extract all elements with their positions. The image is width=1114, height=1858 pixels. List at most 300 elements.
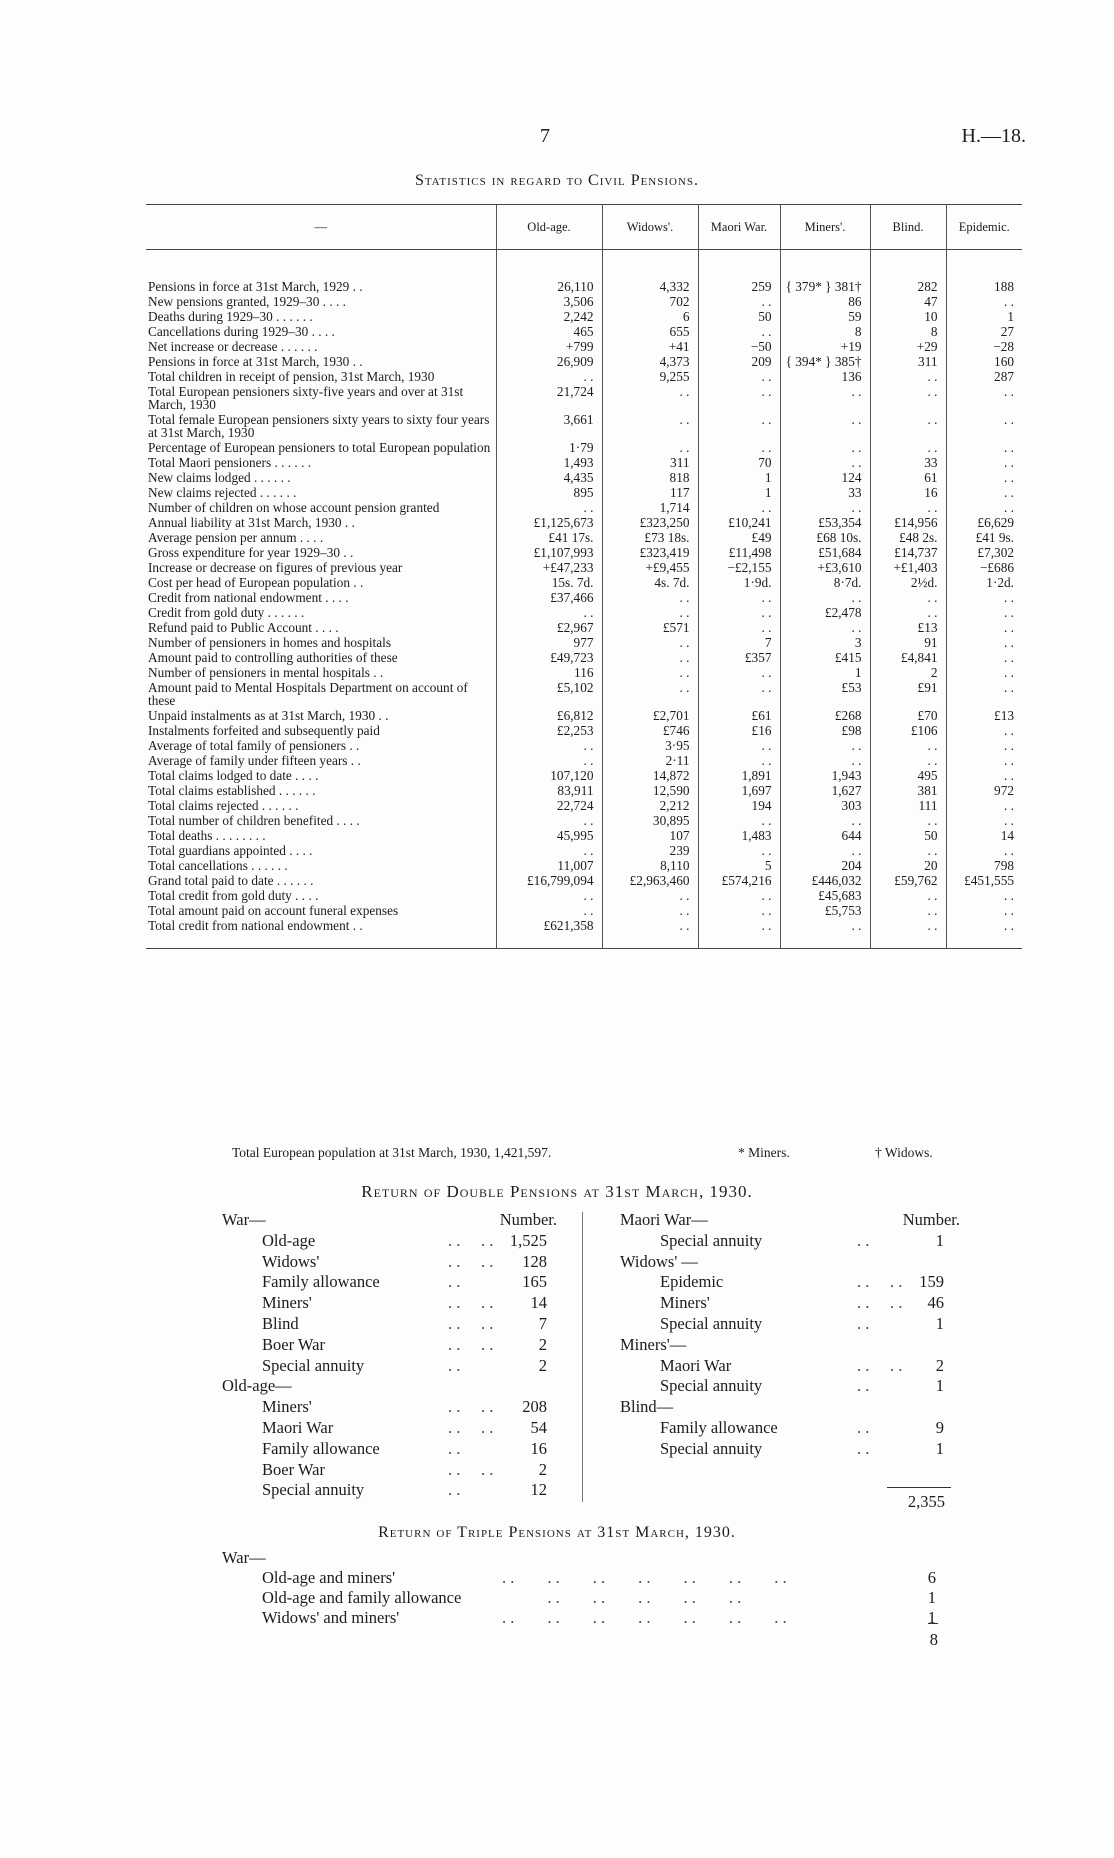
table-cell: £451,555 <box>946 873 1022 888</box>
table-cell: 10 <box>870 309 946 324</box>
total-rule <box>928 1623 938 1624</box>
item-value: 1 <box>935 1438 944 1458</box>
table-cell: . . <box>946 665 1022 680</box>
table-cell: . . <box>870 888 946 903</box>
item-label: Blind— <box>620 1397 674 1417</box>
leader-dots: . . <box>448 1355 461 1375</box>
item-value: 208 <box>522 1397 547 1417</box>
row-label: Amount paid to controlling authorities of these <box>148 650 398 665</box>
table-cell: £16,799,094 <box>496 873 602 888</box>
row-label: Number of pensioners in mental hospitals . . <box>148 665 384 680</box>
row-label: Total claims lodged to date . . . . <box>148 768 319 783</box>
list-item <box>620 1418 1010 1439</box>
table-cell: . . <box>946 455 1022 470</box>
table-cell: 14 <box>946 828 1022 843</box>
table-cell: −£2,155 <box>698 560 780 575</box>
item-label: Special annuity <box>660 1230 763 1250</box>
row-label: Gross expenditure for year 1929–30 . . <box>148 545 354 560</box>
table-cell: 8,110 <box>602 858 698 873</box>
item-label: Special annuity <box>262 1355 365 1375</box>
table-cell: . . <box>780 500 870 515</box>
table-cell: −50 <box>698 339 780 354</box>
table-cell: . . <box>698 918 780 949</box>
table-cell: . . <box>870 605 946 620</box>
leader-dots: . . . . <box>448 1251 494 1271</box>
double-pensions-title: Return of Double Pensions at 31st March, 1930. <box>361 1182 753 1201</box>
list-item <box>222 1335 582 1356</box>
item-value: 1 <box>927 1608 936 1627</box>
table-cell: 2½d. <box>870 575 946 590</box>
list-item <box>222 1439 582 1460</box>
item-label: Maori War— <box>620 1210 708 1229</box>
table-cell: . . <box>496 903 602 918</box>
list-item <box>620 1335 1010 1356</box>
table-row <box>146 783 1022 798</box>
list-item <box>620 1376 1010 1397</box>
table-cell: . . <box>946 635 1022 650</box>
table-row <box>146 309 1022 324</box>
table-cell: 188 <box>946 250 1022 295</box>
list-item <box>222 1272 582 1293</box>
leader-dots: . . . . <box>448 1293 494 1313</box>
column-header: Blind. <box>870 205 946 250</box>
item-value: 9 <box>935 1417 944 1437</box>
list-item <box>620 1439 1010 1460</box>
item-label: Miners' <box>262 1397 312 1417</box>
civil-table-body <box>146 250 1022 949</box>
number-header: Number. <box>499 1210 557 1229</box>
table-cell: 702 <box>602 294 698 309</box>
table-cell: . . <box>946 813 1022 828</box>
column-header: Miners'. <box>780 205 870 250</box>
row-label: Total credit from gold duty . . . . <box>148 888 319 903</box>
table-row <box>146 903 1022 918</box>
table-cell: . . <box>602 412 698 440</box>
table-cell: £14,737 <box>870 545 946 560</box>
row-label: Credit from national endowment . . . . <box>148 590 349 605</box>
table-cell: 1·2d. <box>946 575 1022 590</box>
table-cell: 33 <box>780 485 870 500</box>
list-item <box>620 1397 1010 1418</box>
leader-dots: . . . . <box>448 1397 494 1417</box>
item-label: Maori War <box>660 1355 732 1375</box>
table-row <box>146 828 1022 843</box>
table-cell: 3,661 <box>496 412 602 440</box>
leader-dots: . . . . <box>448 1417 494 1437</box>
table-cell: 1·9d. <box>698 575 780 590</box>
leader-dots: . . . . <box>448 1459 494 1479</box>
table-cell: 1,697 <box>698 783 780 798</box>
civil-table-header <box>146 205 1022 250</box>
table-cell: 204 <box>780 858 870 873</box>
item-label: Special annuity <box>660 1438 763 1458</box>
table-cell: . . <box>698 843 780 858</box>
leader-dots: . . <box>857 1417 870 1437</box>
leader-dots: . . . . . . . . . . <box>502 1588 742 1607</box>
table-cell: 1,714 <box>602 500 698 515</box>
table-row <box>146 412 1022 440</box>
triple-pensions-total: 8 <box>929 1630 938 1649</box>
item-value: 2 <box>538 1355 547 1375</box>
table-cell: 50 <box>698 309 780 324</box>
table-cell: . . <box>496 369 602 384</box>
table-row <box>146 635 1022 650</box>
table-cell: 4s. 7d. <box>602 575 698 590</box>
table-cell: +799 <box>496 339 602 354</box>
table-cell: 111 <box>870 798 946 813</box>
row-label: Total claims established . . . . . . <box>148 783 316 798</box>
item-label: Boer War <box>262 1334 325 1354</box>
table-row <box>146 813 1022 828</box>
table-cell: 50 <box>870 828 946 843</box>
table-cell: £49,723 <box>496 650 602 665</box>
table-cell: £446,032 <box>780 873 870 888</box>
row-label: Total claims rejected . . . . . . <box>148 798 299 813</box>
row-label: New claims lodged . . . . . . <box>148 470 291 485</box>
leader-dots: . . . . <box>448 1230 494 1250</box>
table-cell: . . <box>496 888 602 903</box>
table-cell: £11,498 <box>698 545 780 560</box>
table-cell: . . <box>698 605 780 620</box>
row-label: Total children in receipt of pension, 31st March, 1930 <box>148 369 435 384</box>
table-row <box>146 485 1022 500</box>
table-cell: £5,102 <box>496 680 602 708</box>
item-value: 2 <box>538 1334 547 1354</box>
table-cell: . . <box>602 650 698 665</box>
double-pensions-total: 2,355 <box>907 1492 945 1511</box>
table-cell: £746 <box>602 723 698 738</box>
table-cell: 117 <box>602 485 698 500</box>
table-cell: 15s. 7d. <box>496 575 602 590</box>
table-cell: 1,943 <box>780 768 870 783</box>
table-cell: 8 <box>780 324 870 339</box>
table-cell: 818 <box>602 470 698 485</box>
table-cell: . . <box>698 753 780 768</box>
table-cell: 86 <box>780 294 870 309</box>
list-item <box>222 1356 582 1377</box>
row-label: Grand total paid to date . . . . . . <box>148 873 314 888</box>
table-row <box>146 680 1022 708</box>
table-cell: . . <box>780 918 870 949</box>
list-item <box>222 1293 582 1314</box>
table-cell: . . <box>698 813 780 828</box>
row-label: Total amount paid on account funeral expenses <box>148 903 399 918</box>
item-value: 2 <box>538 1459 547 1479</box>
table-cell: 282 <box>870 250 946 295</box>
number-header: Number. <box>902 1210 960 1229</box>
table-cell: £2,701 <box>602 708 698 723</box>
table-cell: 107,120 <box>496 768 602 783</box>
table-cell: 655 <box>602 324 698 339</box>
table-row <box>146 250 1022 295</box>
table-cell: £4,841 <box>870 650 946 665</box>
table-cell: . . <box>602 384 698 412</box>
table-cell: . . <box>698 369 780 384</box>
item-value: 54 <box>530 1417 547 1437</box>
table-cell: . . <box>698 738 780 753</box>
table-cell: £1,125,673 <box>496 515 602 530</box>
table-cell: 26,909 <box>496 354 602 369</box>
row-label: Total number of children benefited . . . . <box>148 813 360 828</box>
table-cell: £6,812 <box>496 708 602 723</box>
table-cell: +£3,610 <box>780 560 870 575</box>
table-cell: 1 <box>698 485 780 500</box>
item-label: Old-age and family allowance <box>262 1588 462 1607</box>
table-cell: 33 <box>870 455 946 470</box>
table-cell: . . <box>946 620 1022 635</box>
table-cell: 12,590 <box>602 783 698 798</box>
widows-footnote: † Widows. <box>875 1145 933 1160</box>
item-label: Blind <box>262 1313 299 1333</box>
table-cell: . . <box>946 384 1022 412</box>
table-cell: £13 <box>946 708 1022 723</box>
table-row <box>146 545 1022 560</box>
row-label: Average pension per annum . . . . <box>148 530 324 545</box>
table-cell: £2,478 <box>780 605 870 620</box>
table-cell: 495 <box>870 768 946 783</box>
table-cell: . . <box>946 650 1022 665</box>
table-cell: . . <box>780 440 870 455</box>
table-cell: 136 <box>780 369 870 384</box>
table-row <box>146 843 1022 858</box>
table-cell: £53 <box>780 680 870 708</box>
table-row <box>146 500 1022 515</box>
table-cell: 465 <box>496 324 602 339</box>
table-cell: −£686 <box>946 560 1022 575</box>
table-cell: 303 <box>780 798 870 813</box>
table-cell: 116 <box>496 665 602 680</box>
table-cell: 61 <box>870 470 946 485</box>
table-cell: 20 <box>870 858 946 873</box>
table-cell: £49 <box>698 530 780 545</box>
item-label: Miners'— <box>620 1334 687 1354</box>
row-label: Refund paid to Public Account . . . . <box>148 620 339 635</box>
total-rule <box>887 1487 951 1488</box>
table-cell: . . <box>870 918 946 949</box>
list-item <box>222 1418 582 1439</box>
row-label: Deaths during 1929–30 . . . . . . <box>148 309 313 324</box>
table-row <box>146 888 1022 903</box>
table-cell: . . <box>602 903 698 918</box>
item-value: 46 <box>927 1293 944 1313</box>
item-value: 165 <box>522 1272 547 1292</box>
table-cell: £41 17s. <box>496 530 602 545</box>
table-cell: . . <box>602 605 698 620</box>
leader-dots: . . <box>857 1313 870 1333</box>
table-cell: 160 <box>946 354 1022 369</box>
item-label: Old-age and miners' <box>262 1568 396 1587</box>
table-cell: £2,967 <box>496 620 602 635</box>
table-cell: 59 <box>780 309 870 324</box>
table-row <box>146 723 1022 738</box>
row-label: Pensions in force at 31st March, 1929 . . <box>148 279 363 294</box>
item-value: 7 <box>538 1313 547 1333</box>
table-cell: . . <box>946 470 1022 485</box>
table-row <box>146 354 1022 369</box>
table-row <box>146 620 1022 635</box>
table-cell: £98 <box>780 723 870 738</box>
table-cell: . . <box>496 753 602 768</box>
page-number: 7 <box>540 125 550 147</box>
table-cell: 6 <box>602 309 698 324</box>
table-cell: . . <box>602 590 698 605</box>
row-label: Net increase or decrease . . . . . . <box>148 339 318 354</box>
table-cell: 1 <box>780 665 870 680</box>
table-cell: +19 <box>780 339 870 354</box>
table-cell: . . <box>496 605 602 620</box>
leader-dots: . . <box>857 1438 870 1458</box>
item-value: 12 <box>530 1480 547 1500</box>
table-cell: 4,373 <box>602 354 698 369</box>
row-label: Credit from gold duty . . . . . . <box>148 605 305 620</box>
table-row <box>146 768 1022 783</box>
table-cell: . . <box>946 680 1022 708</box>
table-cell: 70 <box>698 455 780 470</box>
table-cell: 9,255 <box>602 369 698 384</box>
table-cell: £45,683 <box>780 888 870 903</box>
table-cell: 1,493 <box>496 455 602 470</box>
list-item <box>222 1376 582 1397</box>
table-cell: £68 10s. <box>780 530 870 545</box>
table-cell: . . <box>946 440 1022 455</box>
table-cell: £53,354 <box>780 515 870 530</box>
item-label: Boer War <box>262 1459 325 1479</box>
table-cell: . . <box>870 440 946 455</box>
item-label: Special annuity <box>660 1313 763 1333</box>
table-cell: 47 <box>870 294 946 309</box>
table-cell: 1,891 <box>698 768 780 783</box>
table-row <box>146 605 1022 620</box>
table-cell: £48 2s. <box>870 530 946 545</box>
table-cell: 644 <box>780 828 870 843</box>
item-value: 1,525 <box>509 1230 547 1250</box>
table-cell: . . <box>946 485 1022 500</box>
row-label: Average of family under fifteen years . . <box>148 753 361 768</box>
triple-pensions-title: Return of Triple Pensions at 31st March, 1930. <box>378 1524 736 1541</box>
column-header: Widows'. <box>602 205 698 250</box>
table-cell: 4,332 <box>602 250 698 295</box>
double-pensions-right-column <box>620 1210 1010 1460</box>
item-value: 6 <box>927 1568 936 1587</box>
table-cell: 311 <box>602 455 698 470</box>
table-row <box>146 470 1022 485</box>
table-cell: 311 <box>870 354 946 369</box>
table-cell: . . <box>496 843 602 858</box>
table-cell: . . <box>780 813 870 828</box>
leader-dots: . . <box>857 1376 870 1396</box>
table-cell: 45,995 <box>496 828 602 843</box>
table-cell: 107 <box>602 828 698 843</box>
column-header: — <box>146 205 496 250</box>
list-item <box>222 1568 942 1588</box>
table-cell: . . <box>946 753 1022 768</box>
row-label: Total Maori pensioners . . . . . . <box>148 455 312 470</box>
leader-dots: . . <box>448 1272 461 1292</box>
table-row <box>146 575 1022 590</box>
list-item <box>620 1272 1010 1293</box>
table-cell: 194 <box>698 798 780 813</box>
table-cell: . . <box>496 738 602 753</box>
table-cell: 895 <box>496 485 602 500</box>
table-cell: . . <box>780 620 870 635</box>
row-label: Unpaid instalments as at 31st March, 1930 . . <box>148 708 389 723</box>
leader-dots: . . <box>448 1480 461 1500</box>
table-row <box>146 798 1022 813</box>
table-cell: £16 <box>698 723 780 738</box>
table-cell: +41 <box>602 339 698 354</box>
triple-heading: War— <box>222 1548 266 1567</box>
table-cell: 977 <box>496 635 602 650</box>
table-cell: 30,895 <box>602 813 698 828</box>
item-label: Special annuity <box>262 1480 365 1500</box>
table-cell: . . <box>946 590 1022 605</box>
table-cell: . . <box>946 798 1022 813</box>
column-header: Old-age. <box>496 205 602 250</box>
table-cell: . . <box>780 412 870 440</box>
table-cell: . . <box>870 843 946 858</box>
table-cell: . . <box>698 412 780 440</box>
item-label: Old-age <box>262 1230 316 1250</box>
table-cell: . . <box>780 753 870 768</box>
table-cell: 972 <box>946 783 1022 798</box>
leader-dots: . . . . . . . . . . . . . . <box>502 1568 787 1587</box>
row-label: Cancellations during 1929–30 . . . . <box>148 324 335 339</box>
item-value: 16 <box>530 1438 547 1458</box>
row-label: New claims rejected . . . . . . <box>148 485 297 500</box>
table-cell: −28 <box>946 339 1022 354</box>
row-label: Total deaths . . . . . . . . <box>148 828 266 843</box>
row-label: Amount paid to Mental Hospitals Department on account of these <box>148 680 468 708</box>
table-cell: £2,253 <box>496 723 602 738</box>
table-cell: 22,724 <box>496 798 602 813</box>
item-label: Maori War <box>262 1417 334 1437</box>
item-label: Family allowance <box>660 1417 778 1437</box>
civil-pensions-table <box>146 204 1022 949</box>
table-cell: 16 <box>870 485 946 500</box>
row-label: Pensions in force at 31st March, 1930 . . <box>148 354 363 369</box>
table-cell: . . <box>602 680 698 708</box>
table-cell: . . <box>698 294 780 309</box>
table-row <box>146 440 1022 455</box>
table-row <box>146 369 1022 384</box>
table-cell: £323,250 <box>602 515 698 530</box>
table-cell: £61 <box>698 708 780 723</box>
table-cell: £73 18s. <box>602 530 698 545</box>
table-cell: . . <box>698 500 780 515</box>
table-cell: 5 <box>698 858 780 873</box>
item-label: Old-age— <box>222 1376 292 1396</box>
table-cell: . . <box>946 768 1022 783</box>
row-label: Average of total family of pensioners . . <box>148 738 360 753</box>
row-label: Percentage of European pensioners to total European population <box>148 440 491 455</box>
table-cell: . . <box>698 590 780 605</box>
table-row <box>146 324 1022 339</box>
item-label: Widows' — <box>620 1251 698 1271</box>
table-cell: 381 <box>870 783 946 798</box>
table-cell: . . <box>496 813 602 828</box>
table-cell: £14,956 <box>870 515 946 530</box>
table-cell: . . <box>780 738 870 753</box>
table-cell: +£47,233 <box>496 560 602 575</box>
table-cell: 4,435 <box>496 470 602 485</box>
table-cell: +29 <box>870 339 946 354</box>
table-cell: . . <box>780 384 870 412</box>
table-cell: . . <box>698 680 780 708</box>
table-cell: 26,110 <box>496 250 602 295</box>
table-cell: £621,358 <box>496 918 602 949</box>
table-cell: £70 <box>870 708 946 723</box>
row-label: Total guardians appointed . . . . <box>148 843 313 858</box>
